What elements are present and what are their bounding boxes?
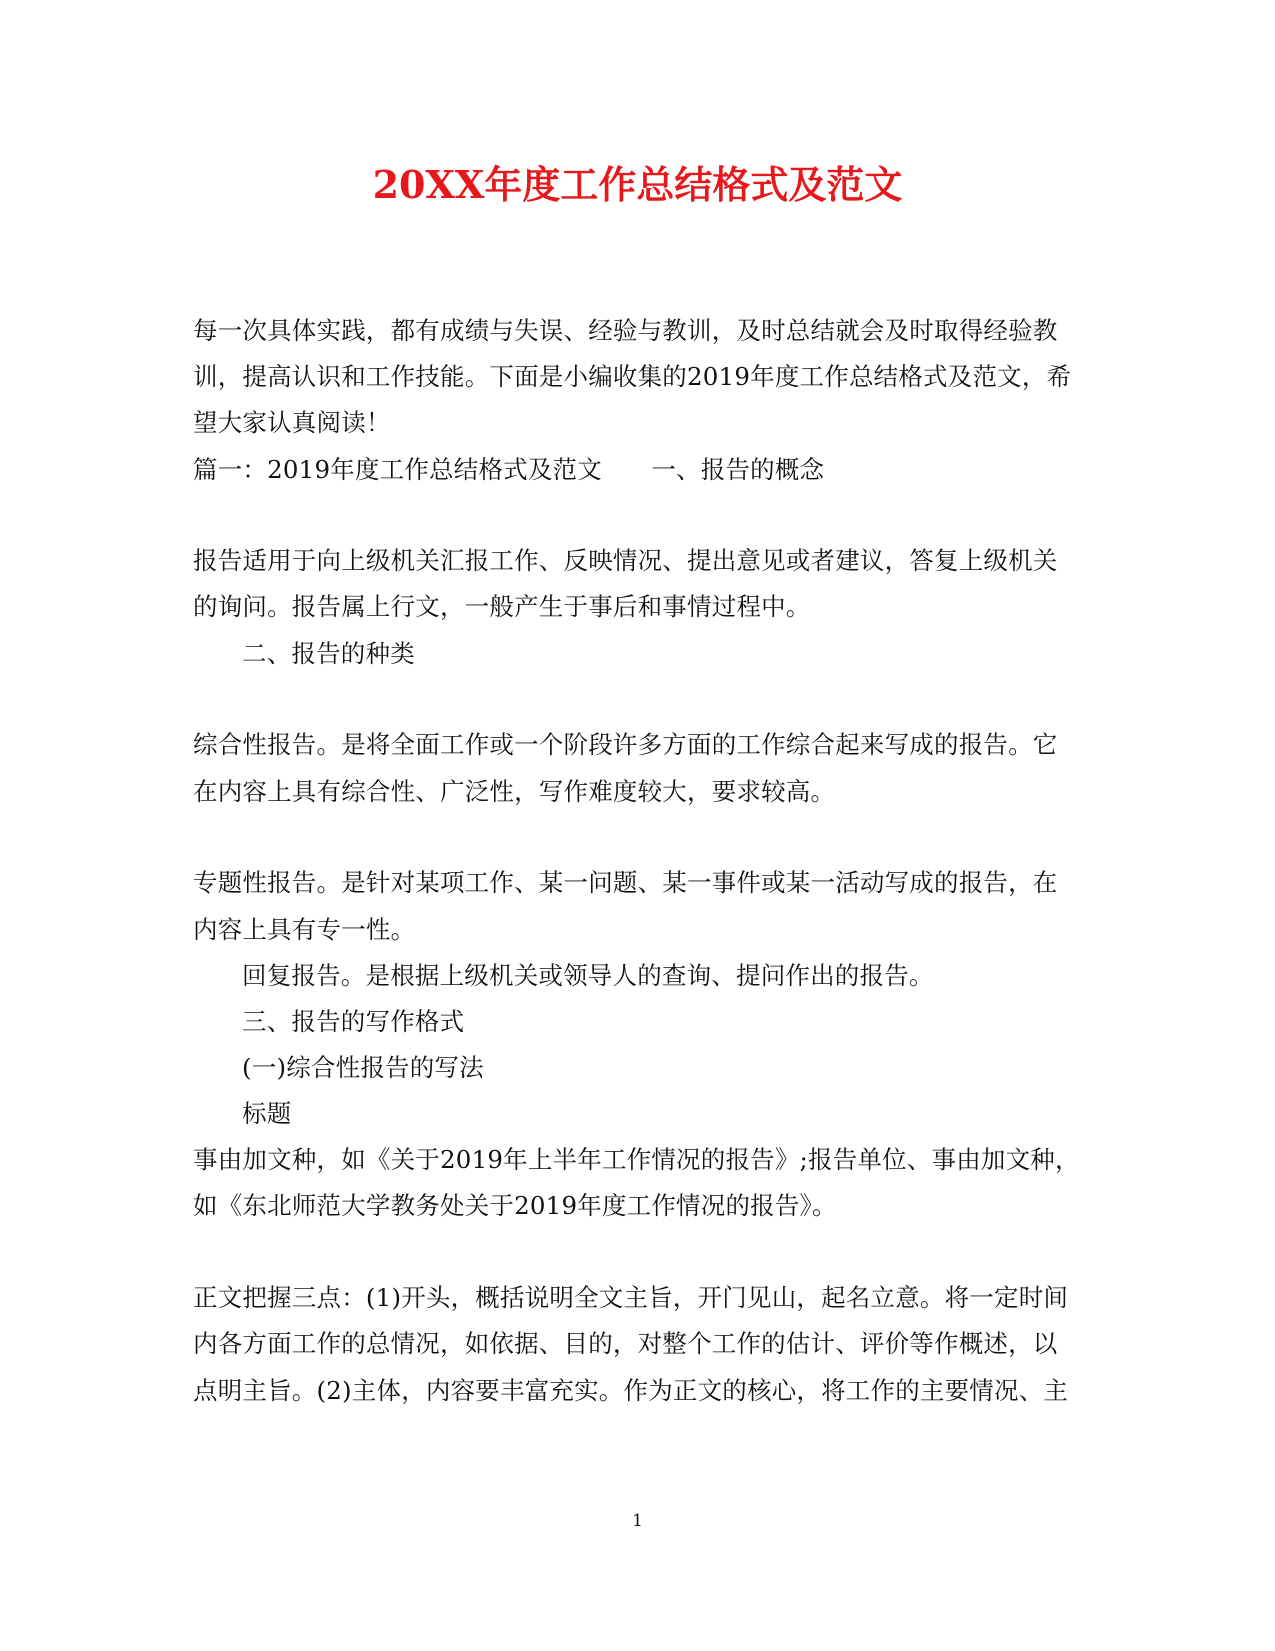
- subsection-heading: (一)综合性报告的写法: [242, 1053, 484, 1082]
- subsection-heading: 标题: [242, 1099, 292, 1128]
- document-title: 20XX年度工作总结格式及范文: [372, 162, 903, 207]
- section-heading: 二、报告的种类: [242, 639, 415, 668]
- paragraph-line: 回复报告。是根据上级机关或领导人的查询、提问作出的报告。: [242, 961, 934, 990]
- paragraph-line: 的询问。报告属上行文，一般产生于事后和事情过程中。: [193, 592, 811, 621]
- paragraph-line: 每一次具体实践，都有成绩与失误、经验与教训，及时总结就会及时取得经验教: [193, 316, 1058, 345]
- paragraph-line: 篇一：2019年度工作总结格式及范文 一、报告的概念: [193, 455, 825, 484]
- paragraph-line: 内各方面工作的总情况，如依据、目的，对整个工作的估计、评价等作概述，以: [193, 1329, 1058, 1358]
- section-heading: 三、报告的写作格式: [242, 1007, 465, 1036]
- paragraph-line: 在内容上具有综合性、广泛性，写作难度较大，要求较高。: [193, 777, 836, 806]
- paragraph-line: 训，提高认识和工作技能。下面是小编收集的2019年度工作总结格式及范文，希: [193, 362, 1072, 391]
- paragraph-line: 望大家认真阅读！: [193, 408, 391, 437]
- paragraph-line: 正文把握三点：(1)开头，概括说明全文主旨，开门见山，起名立意。将一定时间: [193, 1283, 1069, 1312]
- paragraph-line: 综合性报告。是将全面工作或一个阶段许多方面的工作综合起来写成的报告。它: [193, 730, 1058, 759]
- paragraph-line: 如《东北师范大学教务处关于2019年度工作情况的报告》。: [193, 1191, 837, 1220]
- paragraph-line: 专题性报告。是针对某项工作、某一问题、某一事件或某一活动写成的报告，在: [193, 868, 1058, 897]
- page-number: 1: [632, 1511, 643, 1531]
- paragraph-line: 内容上具有专一性。: [193, 915, 416, 944]
- paragraph-line: 事由加文种，如《关于2019年上半年工作情况的报告》;报告单位、事由加文种，: [193, 1145, 1080, 1174]
- paragraph-line: 报告适用于向上级机关汇报工作、反映情况、提出意见或者建议，答复上级机关: [193, 546, 1058, 575]
- paragraph-line: 点明主旨。(2)主体，内容要丰富充实。作为正文的核心，将工作的主要情况、主: [193, 1376, 1069, 1405]
